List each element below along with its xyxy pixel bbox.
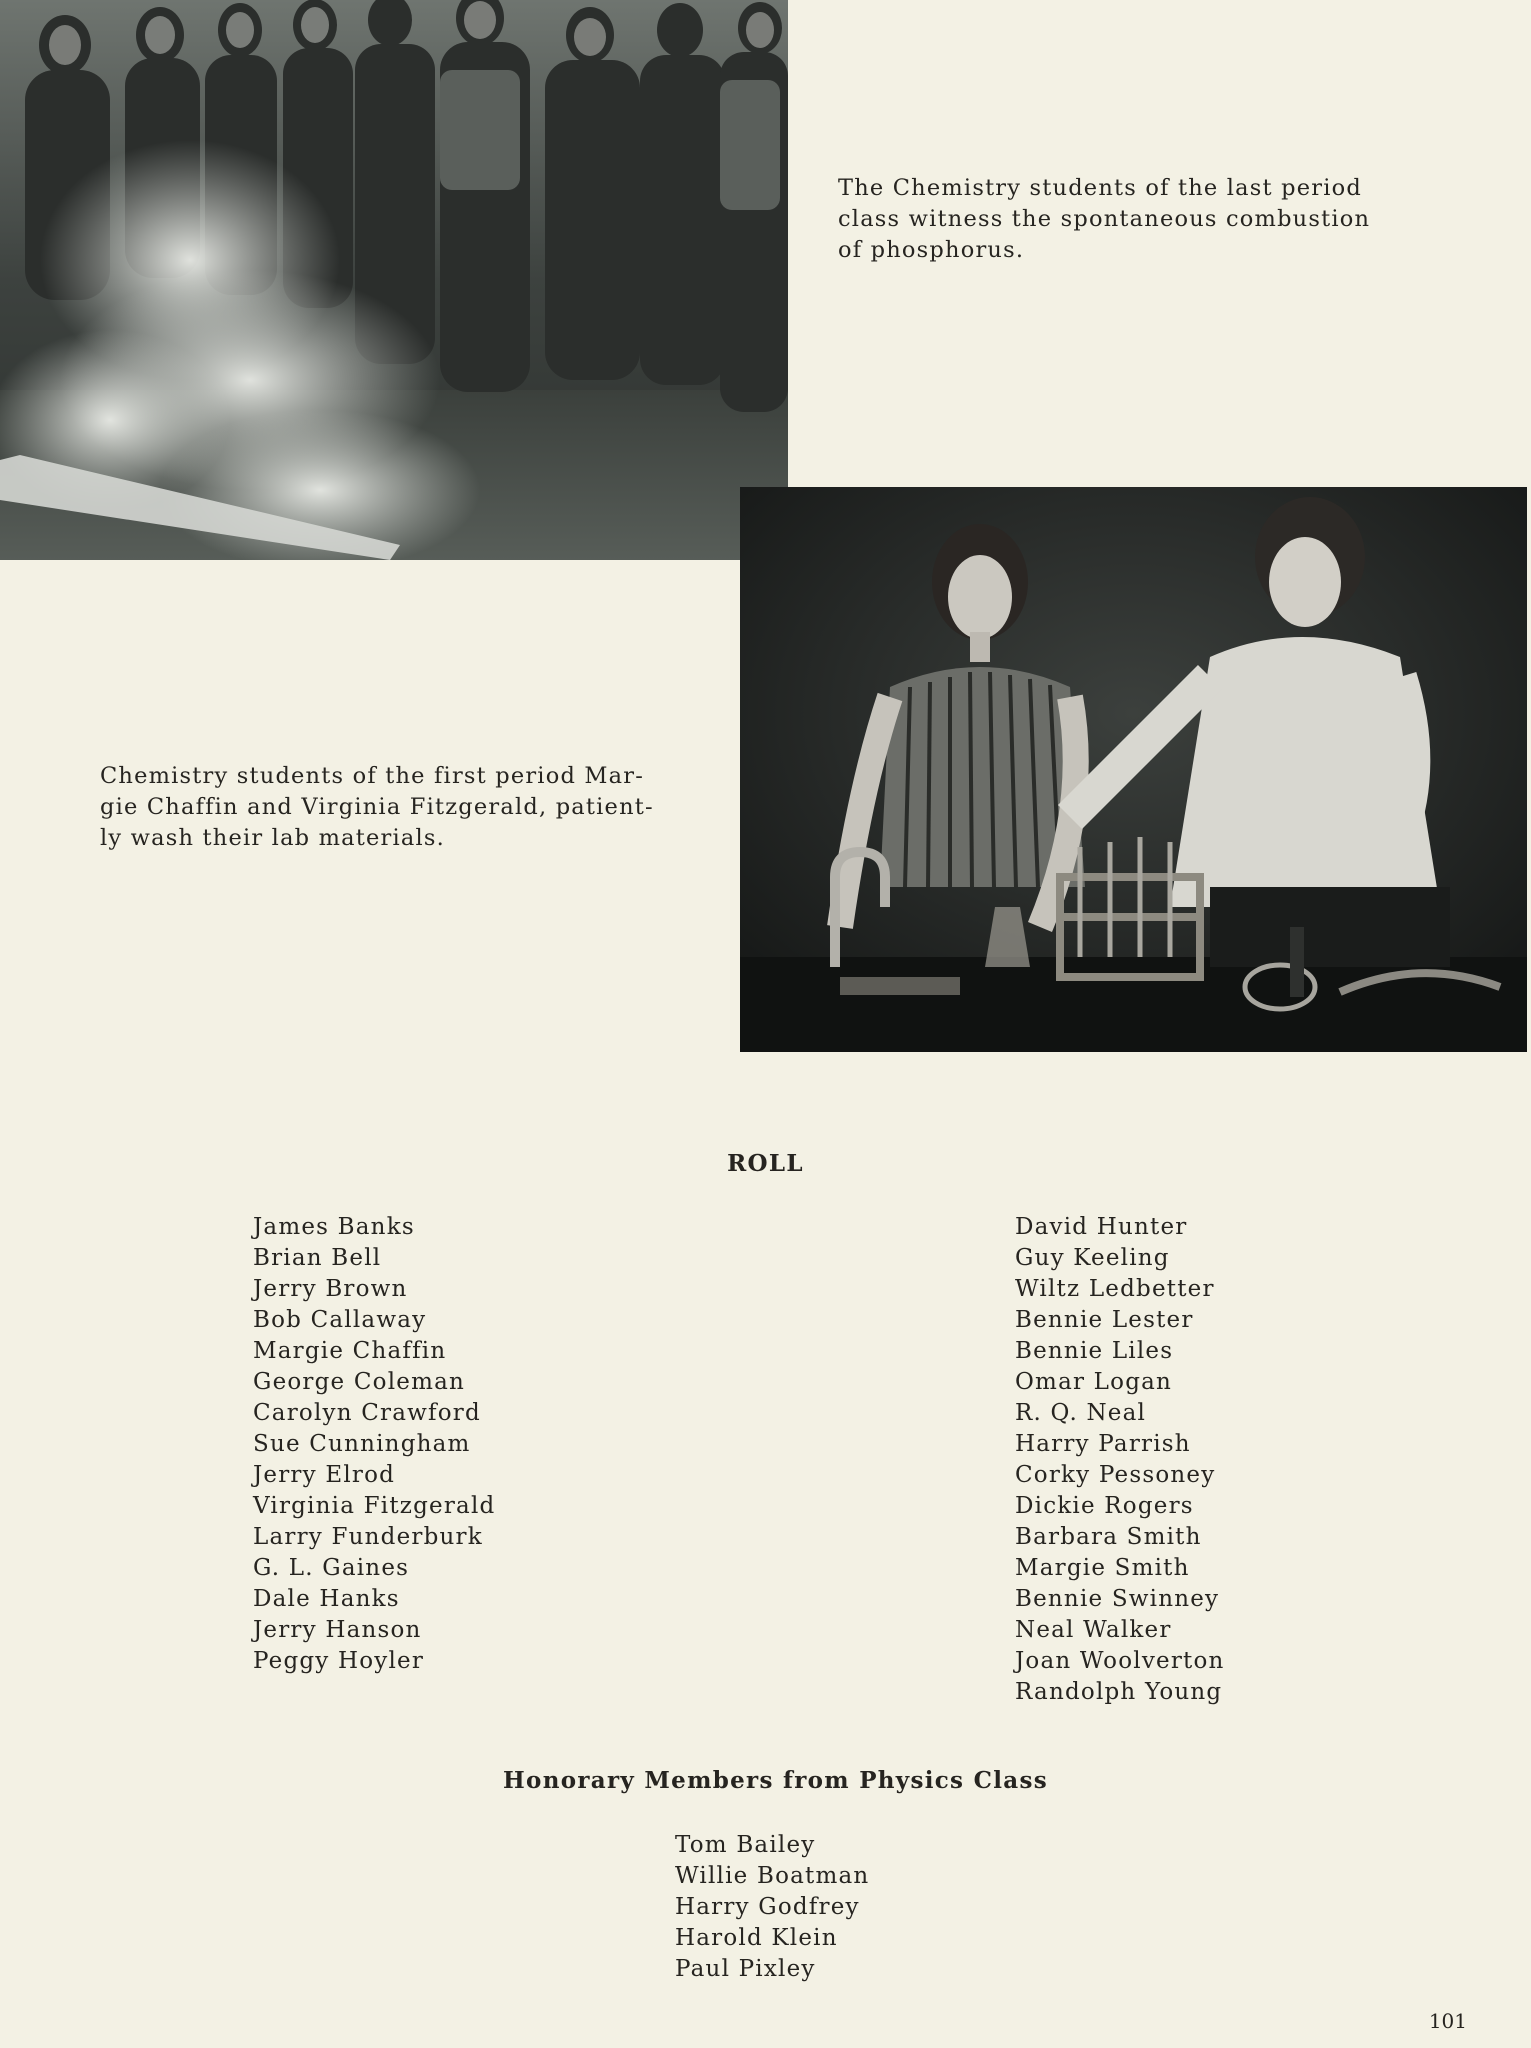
honorary-name: Tom Bailey (675, 1832, 816, 1858)
photo-lab-washing (740, 487, 1527, 1052)
roll-name: Margie Smith (1015, 1555, 1190, 1581)
roll-name: Randolph Young (1015, 1679, 1223, 1705)
roll-name: Joan Woolverton (1015, 1648, 1225, 1674)
caption-line: The Chemistry students of the last period (838, 175, 1362, 201)
roll-name: Neal Walker (1015, 1617, 1172, 1643)
caption-line: of phosphorus. (838, 237, 1025, 263)
roll-name: Peggy Hoyler (253, 1648, 425, 1674)
roll-name: Wiltz Ledbetter (1015, 1276, 1215, 1302)
honorary-name: Harry Godfrey (675, 1894, 860, 1920)
roll-name: Larry Funderburk (253, 1524, 483, 1550)
roll-name: Barbara Smith (1015, 1524, 1202, 1550)
photo-lab-washing-image (740, 487, 1527, 1052)
roll-name: Bob Callaway (253, 1307, 427, 1333)
roll-name: Dickie Rogers (1015, 1493, 1194, 1519)
roll-name: Jerry Brown (253, 1276, 408, 1302)
roll-name: Carolyn Crawford (253, 1400, 481, 1426)
caption-lab-washing (100, 761, 700, 854)
honorary-list (675, 1830, 869, 1985)
roll-name: Bennie Swinney (1015, 1586, 1220, 1612)
roll-name: Margie Chaffin (253, 1338, 447, 1364)
roll-name: Jerry Elrod (253, 1462, 396, 1488)
roll-list-left (253, 1212, 495, 1677)
roll-name: Dale Hanks (253, 1586, 400, 1612)
roll-name: Jerry Hanson (253, 1617, 422, 1643)
caption-line: gie Chaffin and Virginia Fitzgerald, patient- (100, 794, 654, 820)
caption-line: Chemistry students of the first period Mar- (100, 763, 645, 789)
honorary-name: Paul Pixley (675, 1956, 816, 1982)
photo-phosphorus-combustion-image (0, 0, 788, 560)
caption-line: ly wash their lab materials. (100, 825, 446, 851)
roll-name: G. L. Gaines (253, 1555, 410, 1581)
roll-name: R. Q. Neal (1015, 1400, 1147, 1426)
roll-name: Corky Pessoney (1015, 1462, 1216, 1488)
roll-name: Virginia Fitzgerald (253, 1493, 496, 1519)
roll-name: George Coleman (253, 1369, 466, 1395)
roll-heading: ROLL (727, 1150, 804, 1177)
honorary-name: Willie Boatman (675, 1863, 870, 1889)
roll-name: Harry Parrish (1015, 1431, 1191, 1457)
page-number: 101 (1428, 2009, 1467, 2033)
roll-name: David Hunter (1015, 1214, 1188, 1240)
honorary-name: Harold Klein (675, 1925, 838, 1951)
caption-line: class witness the spontaneous combustion (838, 206, 1371, 232)
roll-name: Bennie Lester (1015, 1307, 1194, 1333)
roll-name: Sue Cunningham (253, 1431, 471, 1457)
honorary-heading: Honorary Members from Physics Class (503, 1767, 1048, 1794)
photo-phosphorus-combustion (0, 0, 788, 560)
roll-name: Guy Keeling (1015, 1245, 1170, 1271)
roll-name: Bennie Liles (1015, 1338, 1174, 1364)
roll-name: Omar Logan (1015, 1369, 1173, 1395)
roll-name: James Banks (253, 1214, 415, 1240)
roll-list-right (1015, 1212, 1225, 1708)
caption-phosphorus (838, 173, 1438, 266)
roll-name: Brian Bell (253, 1245, 382, 1271)
